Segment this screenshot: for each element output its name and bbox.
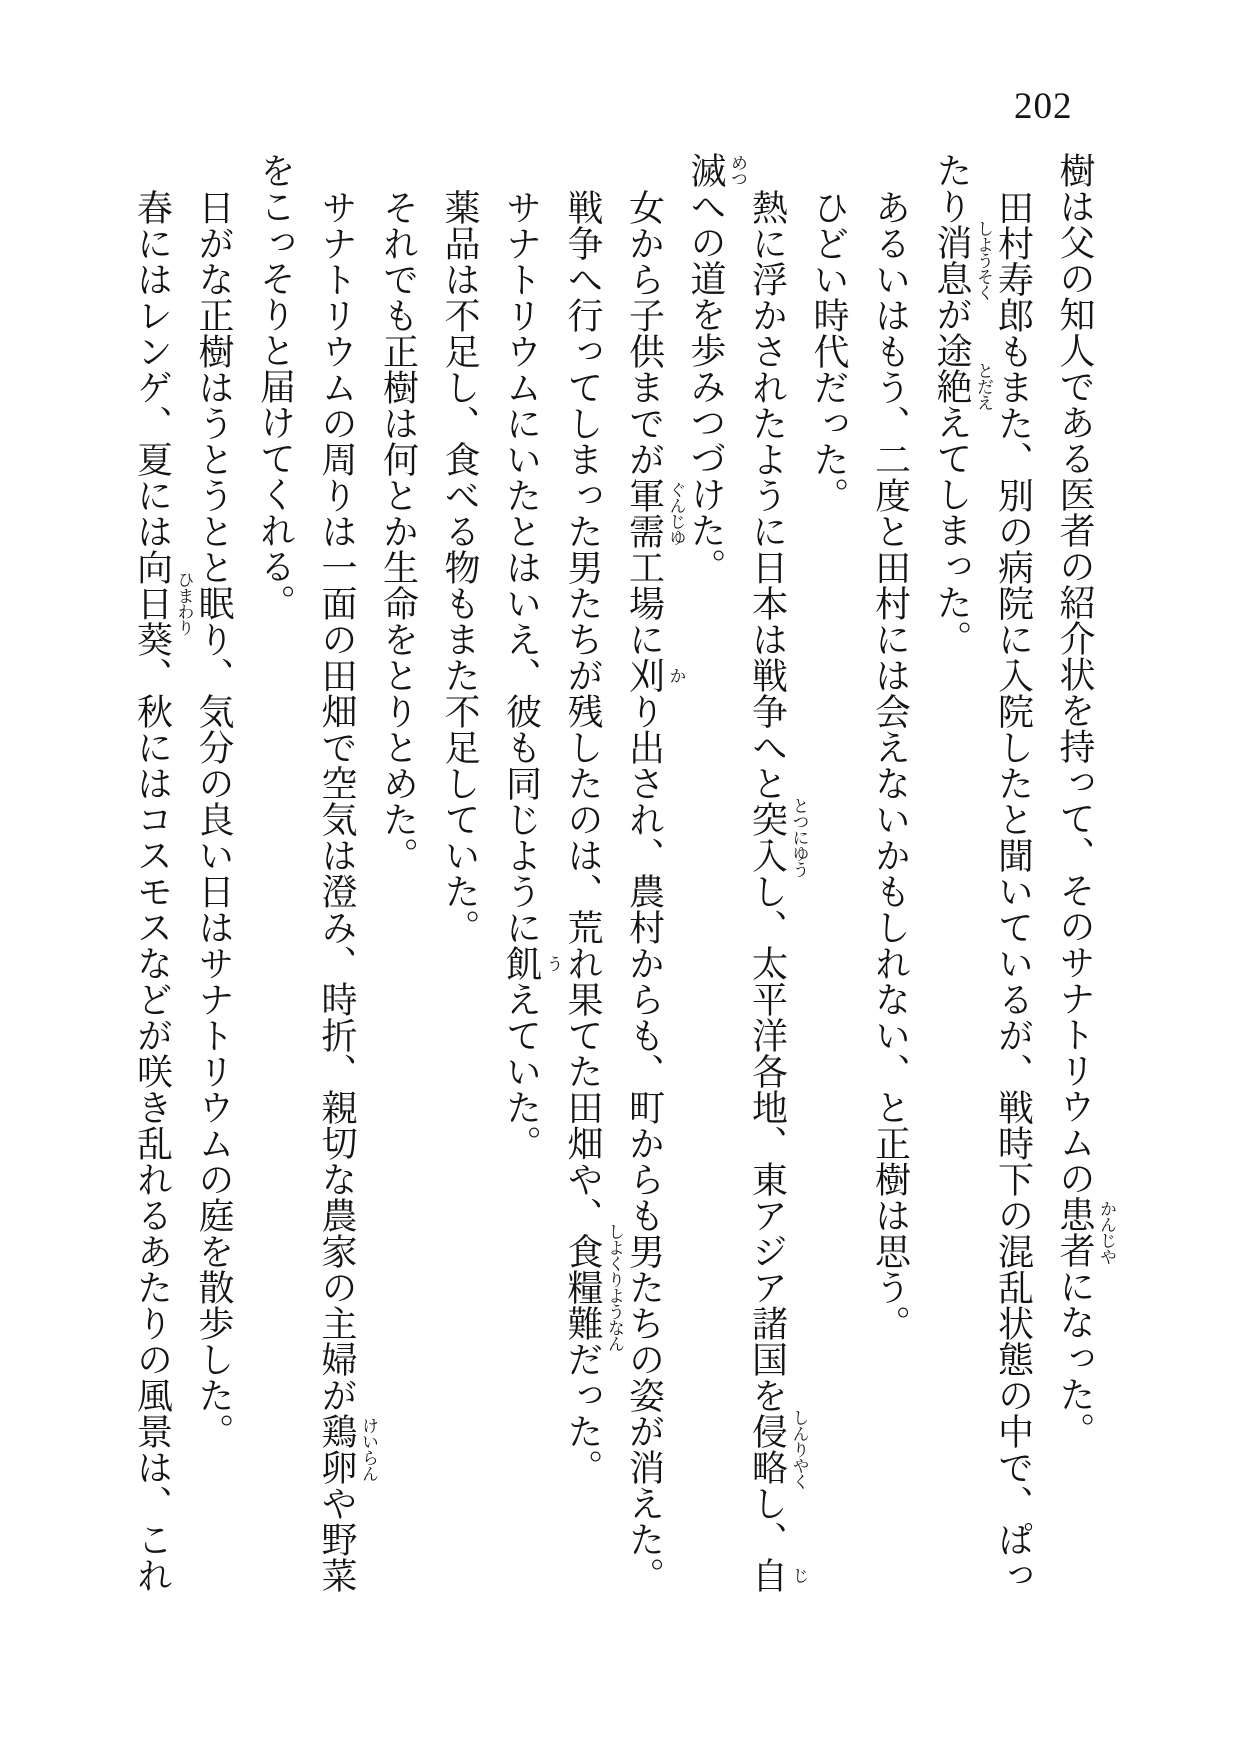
furigana: とつにゆう: [789, 797, 809, 877]
furigana: ひまわり: [174, 571, 194, 635]
furigana-base: とだえ 途絶え: [932, 332, 993, 440]
furigana: とだえ: [974, 362, 993, 410]
text-column: ひどい時代だった。: [809, 189, 849, 513]
text-column: 戦争へ行ってしまった男たちが残したのは、荒れ果てた田畑や、 しよくりようなん 食糧難だった。: [563, 189, 624, 1485]
furigana: かんじや: [1097, 1200, 1116, 1264]
text-column: 田村寿郎もまた、別の病院に入院したと聞いているが、戦時下の混乱状態の中で、ぱっ: [993, 189, 1034, 1593]
text-column: たり しようそく 消息が とだえ 途絶えてしまった。: [932, 152, 993, 656]
furigana-base: ぐんじゆ 軍需: [624, 477, 686, 549]
furigana: しんりやく: [789, 1409, 809, 1489]
furigana-base: かんじや 患者: [1055, 1196, 1116, 1268]
furigana-base: しようそく 消息: [932, 220, 993, 300]
furigana-base: しんりやく 侵略: [747, 1409, 809, 1489]
text-column: サナトリウムの周りは一面の田畑で空気は澄み、時折、親切な農家の主婦が けいらん 鶏卵や野菜: [317, 189, 378, 1593]
furigana: めつ: [728, 154, 747, 186]
furigana-base: じ 自: [747, 1557, 809, 1593]
furigana-base: めつ 滅: [686, 152, 747, 188]
furigana-base: う 飢: [501, 945, 563, 981]
furigana-base: しよくりようなん 食糧難: [563, 1223, 624, 1351]
text-column: 女から子供までが ぐんじゆ 軍需工場に か 刈り出され、農村からも、町からも男たちの姿が消えた。: [624, 189, 686, 1593]
furigana: ぐんじゆ: [666, 481, 686, 545]
page-text: [132, 152, 1116, 1593]
text-column: をこっそりと届けてくれる。: [255, 152, 296, 620]
text-column: 日がな正樹はうとうとと眠り、気分の良い日はサナトリウムの庭を散歩した。: [194, 189, 234, 1449]
furigana: う: [543, 955, 563, 971]
furigana-base: とつにゆう 突入: [747, 797, 809, 877]
text-column: 春にはレンゲ、夏には ひまわり 向日葵、秋にはコスモスなどが咲き乱れるあたりの風景は、これ: [132, 189, 194, 1593]
text-column: サナトリウムにいたとはいえ、彼も同じように う 飢えていた。: [501, 189, 563, 1161]
text-column: 熱に浮かされたように日本は戦争へと とつにゆう 突入し、太平洋各地、東アジア諸国を しんりやく 侵略し、 じ 自: [747, 189, 809, 1593]
text-column: 薬品は不足し、食べる物もまた不足していた。: [440, 189, 480, 945]
furigana: か: [666, 667, 686, 683]
text-column: 樹は父の知人である医者の紹介状を持って、そのサナトリウムの かんじや 患者になった。: [1055, 152, 1116, 1448]
furigana-base: か 刈: [624, 657, 686, 693]
furigana: しよくりようなん: [605, 1223, 624, 1351]
text-column: あるいはもう、二度と田村には会えないかもしれない、と正樹は思う。: [870, 189, 911, 1341]
text-column: めつ 滅への道を歩みつづけた。: [686, 152, 747, 584]
furigana: しようそく: [974, 220, 993, 300]
text-column: それでも正樹は何とか生命をとりとめた。: [378, 189, 419, 873]
furigana-base: ひまわり 向日葵: [132, 549, 194, 657]
furigana-base: けいらん 鶏卵: [317, 1413, 378, 1485]
page-number: 202: [1014, 86, 1073, 127]
furigana: けいらん: [359, 1417, 378, 1481]
furigana: じ: [789, 1567, 809, 1583]
